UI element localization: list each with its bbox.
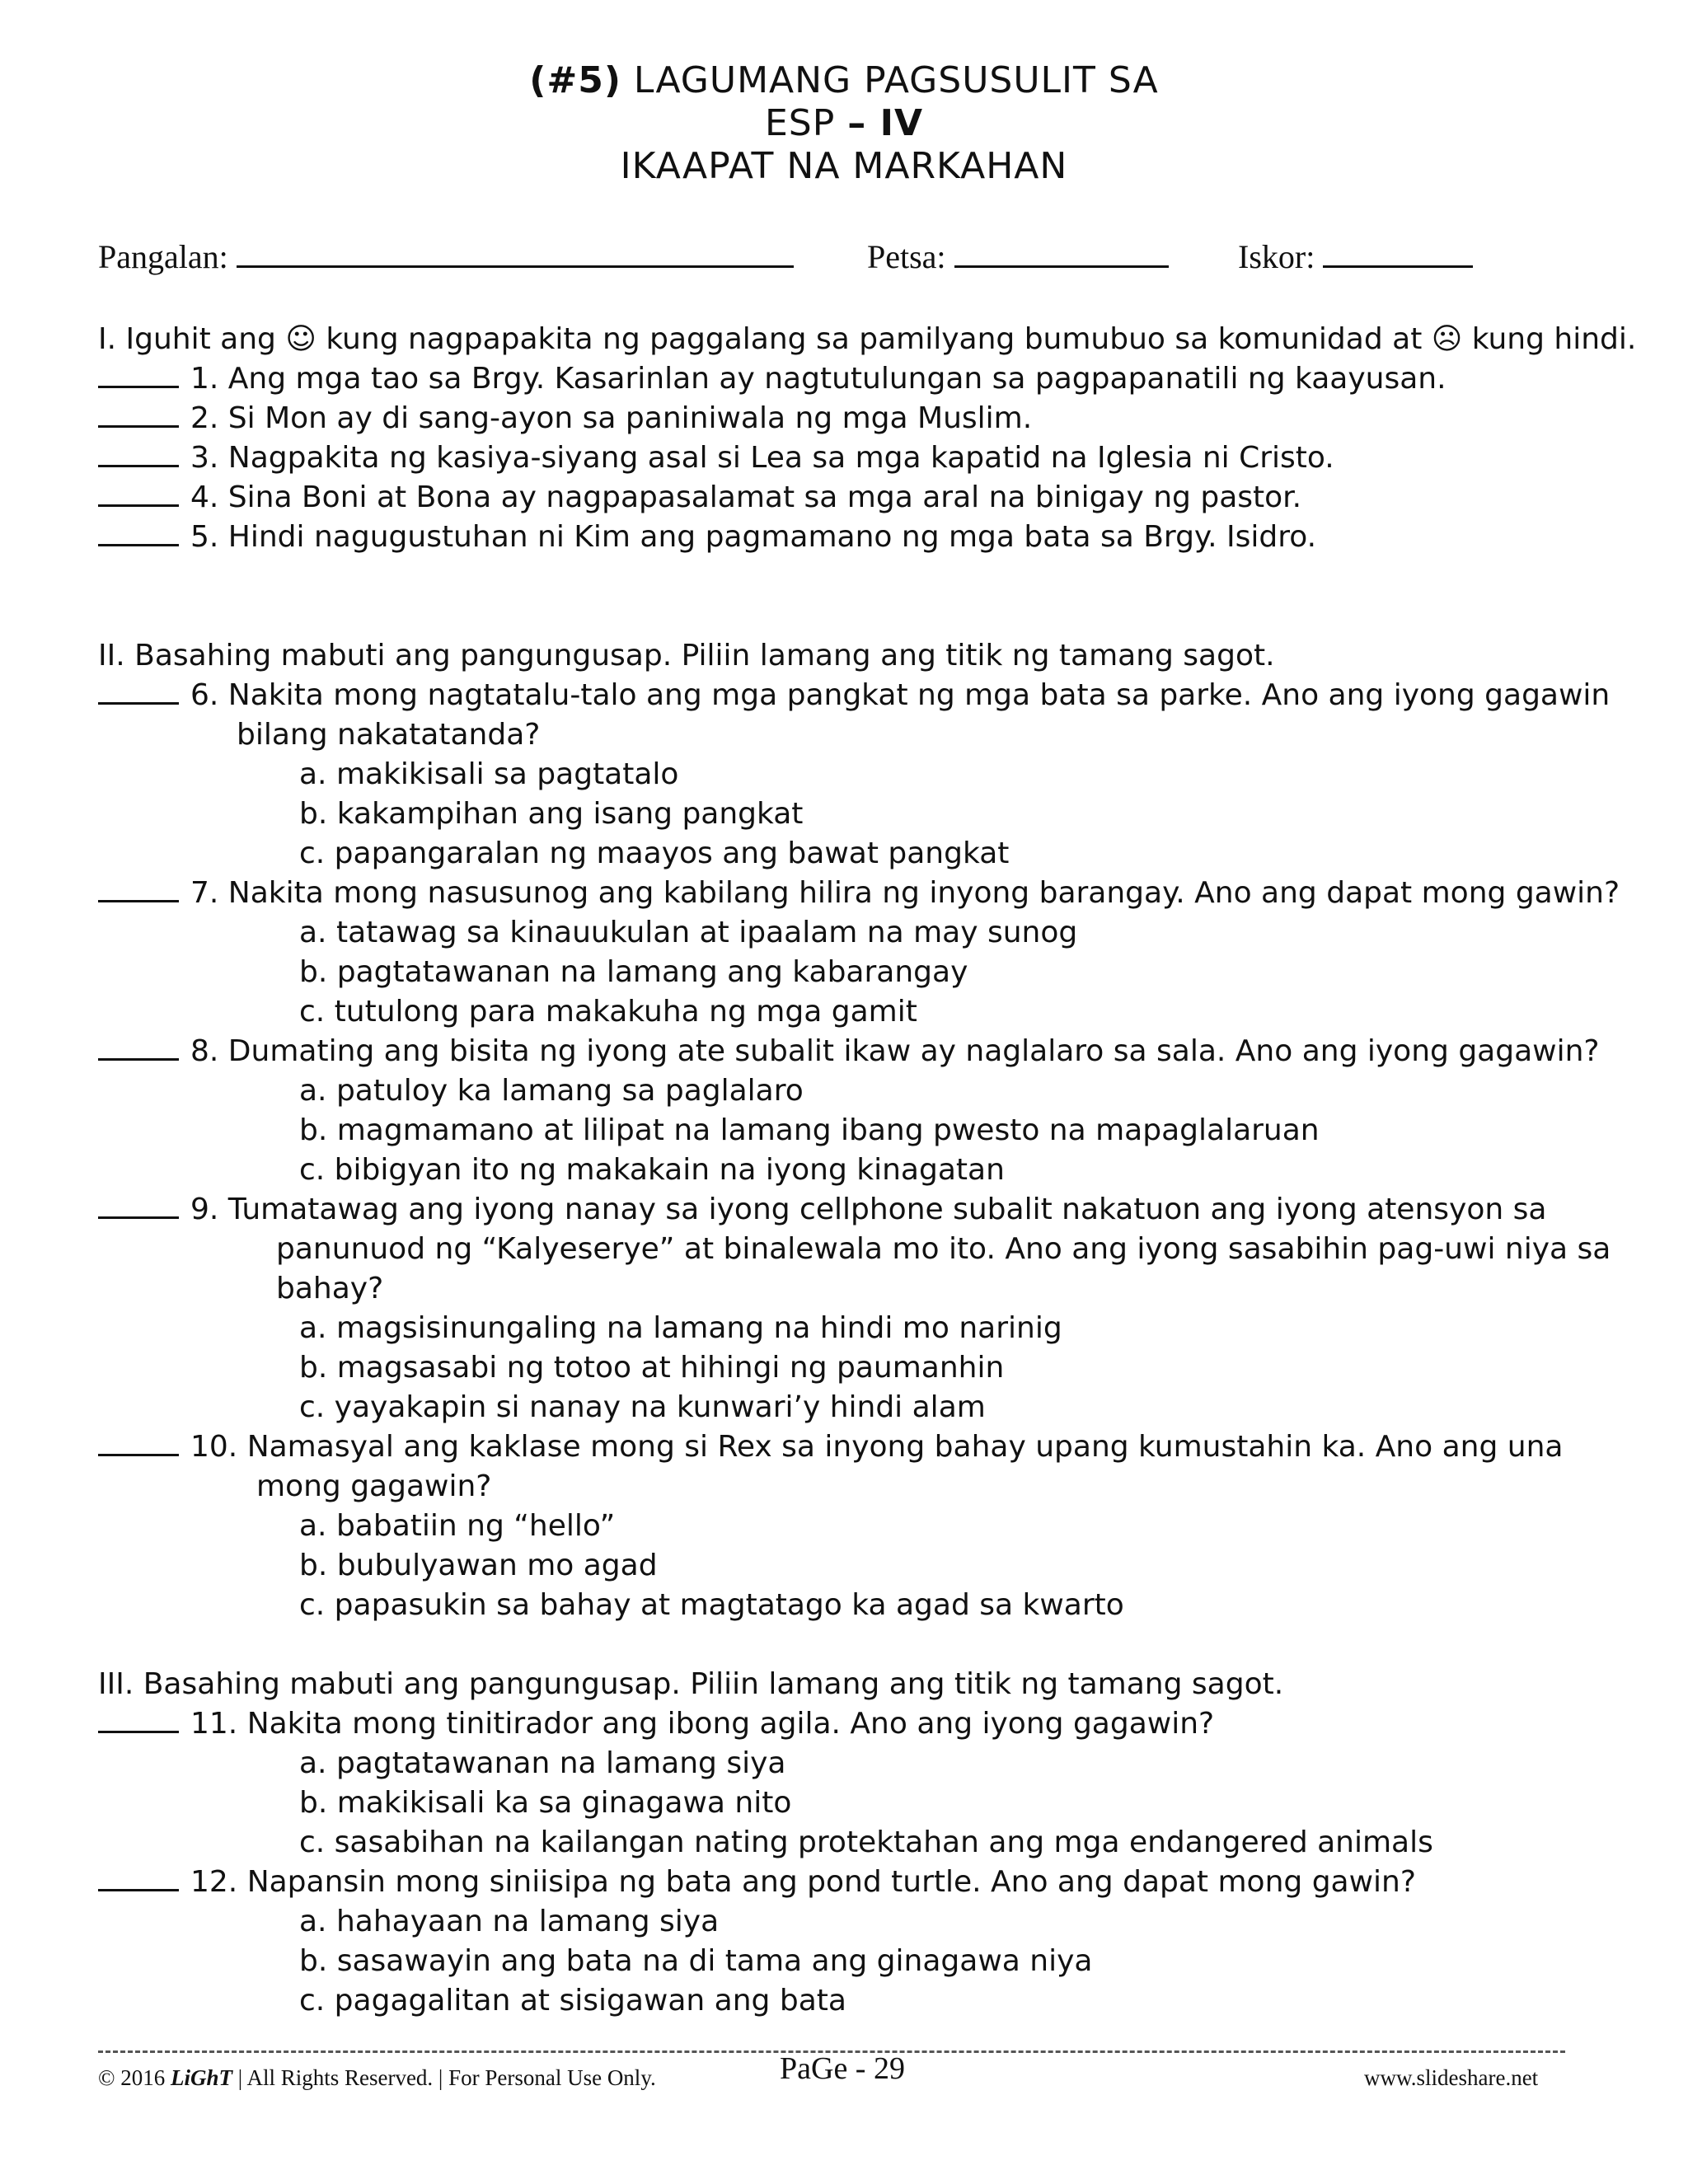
question-2	[98, 399, 1606, 438]
question-3	[98, 438, 1606, 478]
question-10-continued: mong gagawin?	[256, 1469, 492, 1503]
option-11c: c. sasabihan na kailangan nating protektahan ang mga endangered animals	[299, 1825, 1433, 1859]
question-10	[98, 1427, 1606, 1467]
question-2-text: 2. Si Mon ay di sang-ayon sa paniniwala ng mga Muslim.	[190, 401, 1033, 435]
smiley-icon: ☺	[285, 322, 316, 356]
question-12	[98, 1863, 1606, 1902]
score-field	[1238, 237, 1473, 276]
option-11a: a. pagtatawanan na lamang siya	[299, 1746, 786, 1780]
section-gap	[98, 1625, 1606, 1665]
section-2-instruction: II. Basahing mabuti ang pangungusap. Piliin lamang ang titik ng tamang sagot.	[98, 639, 1275, 673]
question-1-text: 1. Ang mga tao sa Brgy. Kasarinlan ay nagtutulungan sa pagpapanatili ng kaayusan.	[190, 362, 1447, 396]
title-grade: – IV	[847, 102, 923, 144]
page-number: PaGe - 29	[780, 2051, 905, 2086]
question-6-text: 6. Nakita mong nagtatalu-talo ang mga pangkat ng mga bata sa parke. Ano ang iyong gagawin	[190, 678, 1611, 712]
question-9-text: 9. Tumatawag ang iyong nanay sa iyong cellphone subalit nakatuon ang iyong atensyon sa	[190, 1193, 1547, 1226]
score-label: Iskor:	[1238, 238, 1315, 275]
rights-text: | All Rights Reserved. | For Personal Use Only.	[232, 2065, 656, 2090]
option-6a: a. makikisali sa pagtatalo	[299, 757, 679, 791]
question-11	[98, 1704, 1606, 1744]
question-12-text: 12. Napansin mong siniisipa ng bata ang pond turtle. Ano ang dapat mong gawin?	[190, 1865, 1416, 1899]
question-3-text: 3. Nagpakita ng kasiya-siyang asal si Lea sa mga kapatid na Iglesia ni Cristo.	[190, 441, 1334, 475]
name-input-line[interactable]	[237, 237, 794, 268]
option-12b: b. sasawayin ang bata na di tama ang ginagawa niya	[299, 1944, 1093, 1978]
question-7-text: 7. Nakita mong nasusunog ang kabilang hilira ng inyong barangay. Ano ang dapat mong gawin?	[190, 876, 1620, 910]
answer-blank[interactable]	[98, 401, 179, 428]
question-5	[98, 518, 1606, 557]
question-8	[98, 1032, 1606, 1071]
date-label: Petsa:	[867, 238, 946, 275]
title-line-3: IKAAPAT NA MARKAHAN	[620, 145, 1068, 187]
section-1-instruction	[98, 320, 1637, 359]
option-7c: c. tutulong para makakuha ng mga gamit	[299, 995, 917, 1029]
date-field	[867, 237, 1169, 276]
questions-body	[98, 320, 1637, 2021]
question-4-text: 4. Sina Boni at Bona ay nagpapasalamat sa mga aral na binigay ng pastor.	[190, 480, 1302, 514]
option-6c: c. papangaralan ng maayos ang bawat pangkat	[299, 837, 1010, 870]
question-7	[98, 874, 1620, 913]
answer-blank[interactable]	[98, 1864, 179, 1891]
frown-icon: ☹	[1431, 322, 1463, 356]
date-input-line[interactable]	[954, 237, 1169, 268]
option-7b: b. pagtatawanan na lamang ang kabarangay	[299, 955, 968, 989]
answer-blank[interactable]	[98, 361, 179, 388]
name-field	[98, 237, 794, 276]
question-9-continued: panunuod ng “Kalyeserye” at binalewala mo ito. Ano ang iyong sasabihin pag-uwi niya sa	[276, 1232, 1611, 1266]
option-10b: b. bubulyawan mo agad	[299, 1549, 658, 1582]
option-9a: a. magsisinungaling na lamang na hindi mo narinig	[299, 1311, 1062, 1345]
title-line-1-text: LAGUMANG PAGSUSULIT SA	[621, 59, 1159, 101]
answer-blank[interactable]	[98, 519, 179, 546]
score-input-line[interactable]	[1323, 237, 1473, 268]
answer-blank[interactable]	[98, 440, 179, 467]
footer-copyright	[98, 2065, 656, 2091]
option-6b: b. kakampihan ang isang pangkat	[299, 797, 804, 831]
brand-name: LiGhT	[171, 2065, 233, 2090]
section-1-instr-a: I. Iguhit ang	[98, 322, 286, 356]
question-5-text: 5. Hindi nagugustuhan ni Kim ang pagmamano ng mga bata sa Brgy. Isidro.	[190, 520, 1317, 554]
section-1-instr-c: kung hindi.	[1462, 322, 1637, 356]
option-7a: a. tatawag sa kinauukulan at ipaalam na may sunog	[299, 916, 1078, 949]
answer-blank[interactable]	[98, 480, 179, 507]
question-10-text: 10. Namasyal ang kaklase mong si Rex sa inyong bahay upang kumustahin ka. Ano ang una	[190, 1430, 1564, 1464]
option-9b: b. magsasabi ng totoo at hihingi ng paumanhin	[299, 1351, 1005, 1385]
question-6	[98, 676, 1611, 715]
copyright-text: © 2016	[98, 2065, 171, 2090]
option-8c: c. bibigyan ito ng makakain na iyong kinagatan	[299, 1153, 1005, 1187]
name-label: Pangalan:	[98, 238, 228, 275]
question-8-text: 8. Dumating ang bisita ng iyong ate subalit ikaw ay naglalaro sa sala. Ano ang iyong gagawin?	[190, 1034, 1600, 1068]
option-10c: c. papasukin sa bahay at magtatago ka agad sa kwarto	[299, 1588, 1124, 1622]
title-subject: ESP	[765, 102, 848, 144]
option-12a: a. hahayaan na lamang siya	[299, 1905, 720, 1938]
answer-blank[interactable]	[98, 875, 179, 902]
option-8a: a. patuloy ka lamang sa paglalaro	[299, 1074, 804, 1108]
question-11-text: 11. Nakita mong tinitirador ang ibong agila. Ano ang iyong gagawin?	[190, 1707, 1215, 1741]
footer-website[interactable]: www.slideshare.net	[1364, 2065, 1539, 2090]
answer-blank[interactable]	[98, 1192, 179, 1219]
title-number: (#5)	[529, 59, 621, 101]
section-1-instr-b: kung nagpapakita ng paggalang sa pamilyang bumubuo sa komunidad at	[316, 322, 1432, 356]
question-4	[98, 478, 1606, 518]
section-gap	[98, 557, 1606, 636]
question-6-continued: bilang nakatatanda?	[237, 718, 541, 752]
option-11b: b. makikisali ka sa ginagawa nito	[299, 1786, 792, 1820]
answer-blank[interactable]	[98, 1706, 179, 1733]
answer-blank[interactable]	[98, 677, 179, 705]
title-line-2	[0, 102, 1688, 144]
option-8b: b. magmamano at lilipat na lamang ibang pwesto na mapaglalaruan	[299, 1113, 1320, 1147]
option-10a: a. babatiin ng “hello”	[299, 1509, 616, 1543]
section-3-instruction: III. Basahing mabuti ang pangungusap. Piliin lamang ang titik ng tamang sagot.	[98, 1667, 1284, 1701]
title-line-1	[0, 59, 1688, 101]
option-12c: c. pagagalitan at sisigawan ang bata	[299, 1984, 846, 2018]
question-9-continued-2: bahay?	[276, 1272, 384, 1305]
question-9	[98, 1190, 1606, 1230]
option-9c: c. yayakapin si nanay na kunwari’y hindi alam	[299, 1390, 986, 1424]
answer-blank[interactable]	[98, 1429, 179, 1456]
question-1	[98, 359, 1606, 399]
answer-blank[interactable]	[98, 1033, 179, 1061]
